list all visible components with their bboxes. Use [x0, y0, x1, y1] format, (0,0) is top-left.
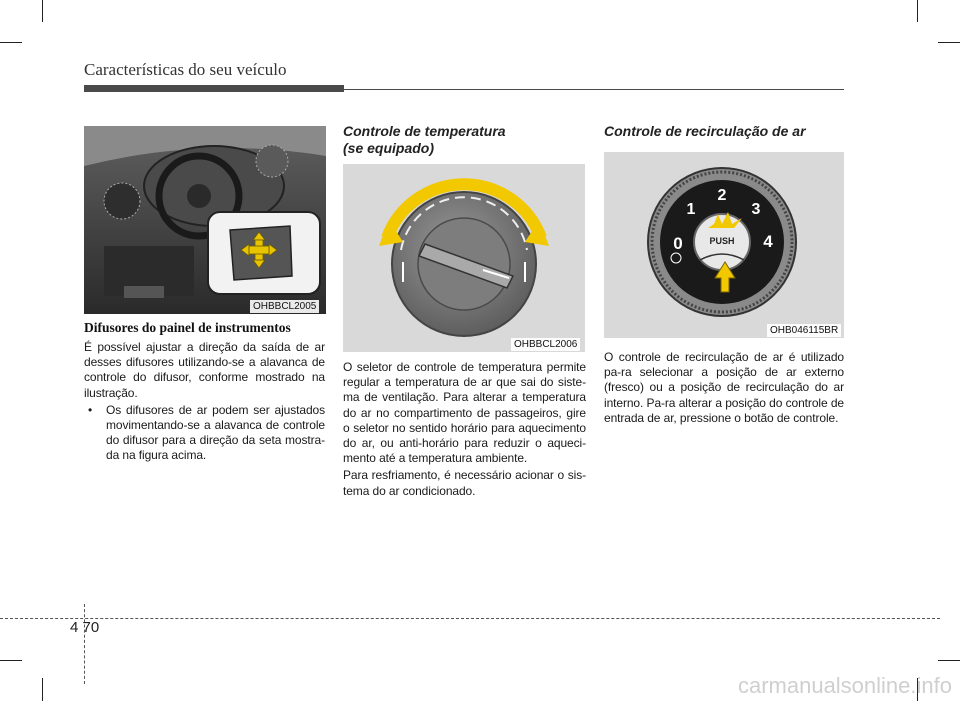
crop-mark: [0, 42, 22, 43]
recirculation-knob-drawing: [604, 152, 844, 338]
knob-label-0: 0: [673, 234, 683, 253]
header-rule: [84, 85, 344, 92]
crop-mark: [938, 42, 960, 43]
knob-label-2: 2: [717, 187, 727, 204]
push-label: PUSH: [709, 236, 735, 246]
footer-rule: [0, 618, 940, 619]
temperature-heading-line1: Controle de temperatura: [343, 123, 506, 139]
crop-mark: [42, 0, 43, 22]
knob-label-4: 4: [763, 232, 773, 251]
footer-vertical-rule: [84, 604, 85, 684]
crop-mark: [42, 678, 43, 701]
recirculation-knob-illustration: [604, 152, 844, 338]
vents-bullet: [84, 403, 325, 464]
page-number: 4 70: [70, 619, 100, 636]
watermark: carmanualsonline.info: [737, 673, 952, 698]
vents-heading: Difusores do painel de instrumentos: [84, 320, 291, 335]
recirculation-text: [604, 350, 844, 428]
vents-paragraph: É possível ajustar a direção da saída de ar desses difusores utilizando-se a alavanca de controle do difusor, conforme mostrado na ilustração.: [84, 340, 325, 400]
crop-mark: [938, 660, 960, 661]
recirculation-paragraph: O controle de recirculação de ar é utilizado pa-ra selecionar a posição de ar externo (fresco) ou a posição de recirculação do ar interno. Pa-ra alterar a posição do controle de entrada de ar, pressione o botão de controle.: [604, 350, 844, 425]
dashboard-vent-illustration: [84, 126, 326, 314]
vents-text: [84, 340, 325, 466]
bullet-marker: •: [88, 402, 93, 417]
figure-label: OHBBCL2005: [250, 300, 319, 313]
temperature-heading: [343, 123, 583, 157]
knob-label-3: 3: [751, 201, 761, 218]
vents-bullet-text: Os difusores de ar podem ser ajustados movimentando-se a alavanca de controle do difusor para a direção da seta mostra-da na figura acima.: [106, 402, 325, 463]
figure-label: OHB046115BR: [767, 324, 841, 337]
crop-mark: [917, 0, 918, 22]
dashboard-drawing: [84, 126, 326, 314]
header-rule-thin: [344, 89, 844, 90]
temperature-paragraph-1: O seletor de controle de temperatura permite regular a temperatura de ar que sai do siste-ma de ventilação. Para alterar a temperatura do ar no compartimento de passageiros, gire o seletor no sentido horário para aquecimento do ar, ou anti-horário para reduzir o aqueci-mento até a temperatura ambiente.: [343, 360, 586, 466]
section-title: Características do seu veículo: [84, 60, 287, 79]
temperature-knob-illustration: [343, 164, 585, 352]
knob-label-1: 1: [686, 201, 696, 218]
temperature-text: [343, 360, 586, 501]
temperature-knob-drawing: [343, 164, 585, 352]
crop-mark: [0, 660, 22, 661]
recirculation-heading: Controle de recirculação de ar: [604, 123, 806, 139]
temperature-paragraph-2: Para resfriamento, é necessário acionar o sis-tema do ar condicionado.: [343, 468, 586, 498]
figure-label: OHBBCL2006: [511, 338, 580, 351]
temperature-heading-line2: (se equipado): [343, 140, 435, 156]
